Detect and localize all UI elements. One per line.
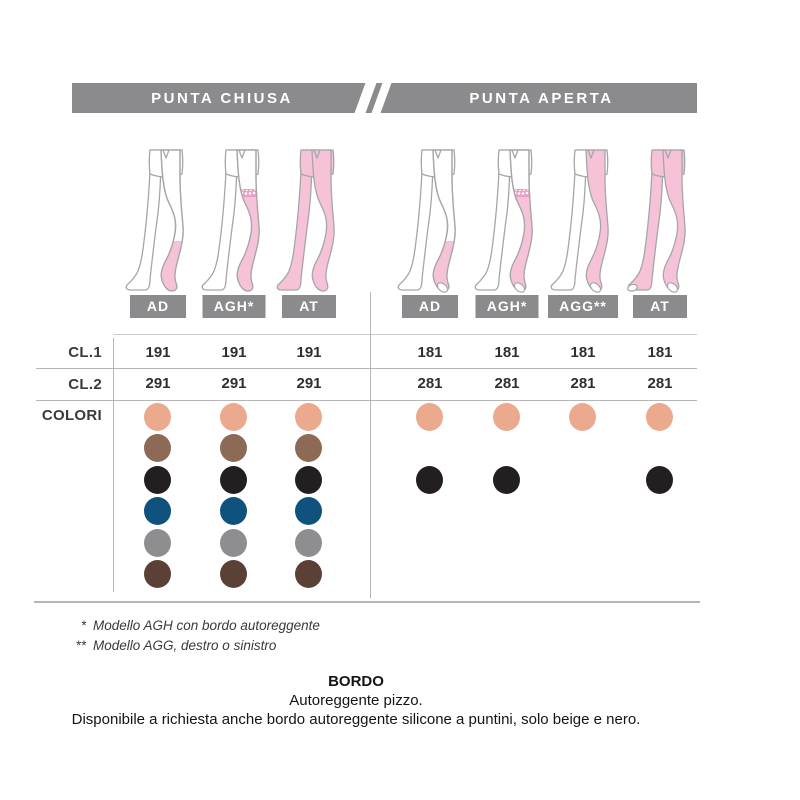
article-code-cl2: 291	[145, 375, 171, 392]
bordo-section	[56, 672, 656, 729]
tab-punta-aperta: PUNTA APERTA	[469, 89, 614, 107]
column-ad-chiusa	[122, 145, 194, 595]
leg-illustration-agh	[198, 145, 270, 293]
footnote-marker: **	[75, 638, 86, 653]
column-at-aperta	[624, 145, 696, 595]
color-dot-black	[295, 466, 322, 494]
article-code-cl2: 281	[494, 375, 520, 392]
color-dot-navy	[295, 497, 322, 525]
footnote-text: Modello AGG, destro o sinistro	[93, 638, 277, 653]
article-code-cl1: 181	[417, 344, 443, 361]
leg-illustration-ad	[394, 145, 466, 293]
table-rule-top	[113, 334, 697, 335]
color-dot-black	[416, 466, 443, 494]
bordo-line1: Autoreggente pizzo.	[289, 692, 423, 709]
model-label-box: AGG**	[548, 295, 618, 318]
model-label-box: AT	[633, 295, 687, 318]
footnote-marker: *	[80, 618, 86, 633]
model-label-box: AD	[402, 295, 458, 318]
table-rule-cl2-colori	[36, 400, 697, 401]
article-code-cl2: 281	[570, 375, 596, 392]
row-label-colori: COLORI	[41, 407, 102, 424]
article-code-cl1: 181	[494, 344, 520, 361]
color-dot-black	[220, 466, 247, 494]
column-agh-aperta	[471, 145, 543, 595]
footnotes	[58, 616, 320, 656]
article-code-cl2: 281	[417, 375, 443, 392]
color-dot-navy	[144, 497, 171, 525]
footnote-agg	[58, 636, 320, 656]
color-dot-gray	[220, 529, 247, 557]
model-label-box: AGH*	[476, 295, 539, 318]
column-agh-chiusa	[198, 145, 270, 595]
article-code-cl2: 291	[221, 375, 247, 392]
article-code-cl1: 181	[647, 344, 673, 361]
color-dot-darkbrown	[144, 560, 171, 588]
color-dot-beige	[220, 403, 247, 431]
color-dot-beige	[493, 403, 520, 431]
bordo-line2: Disponibile a richiesta anche bordo autoreggente silicone a puntini, solo beige e nero.	[71, 711, 641, 728]
leg-illustration-at	[624, 145, 696, 293]
footnote-agh	[58, 616, 320, 636]
color-dot-black	[493, 466, 520, 494]
color-dot-brown	[220, 434, 247, 462]
leg-illustration-agh	[471, 145, 543, 293]
table-rule-group-divider	[370, 292, 371, 598]
column-at-chiusa	[273, 145, 345, 595]
model-label-box: AD	[130, 295, 186, 318]
color-dot-gray	[144, 529, 171, 557]
article-code-cl1: 191	[296, 344, 322, 361]
row-label-cl2: CL.2	[68, 376, 102, 393]
color-dot-black	[144, 466, 171, 494]
color-dot-darkbrown	[295, 560, 322, 588]
color-dot-gray	[295, 529, 322, 557]
row-label-cl1: CL.1	[68, 344, 102, 361]
article-code-cl1: 191	[145, 344, 171, 361]
color-dot-black	[646, 466, 673, 494]
color-dot-brown	[144, 434, 171, 462]
column-ad-aperta	[394, 145, 466, 595]
tab-punta-chiusa: PUNTA CHIUSA	[151, 89, 293, 107]
column-agg-aperta	[547, 145, 619, 595]
table-rule-cl1-cl2	[36, 368, 697, 369]
model-label-box: AGH*	[203, 295, 266, 318]
color-dot-darkbrown	[220, 560, 247, 588]
leg-illustration-at	[273, 145, 345, 293]
color-dot-beige	[295, 403, 322, 431]
article-code-cl1: 191	[221, 344, 247, 361]
footnote-text: Modello AGH con bordo autoreggente	[93, 618, 320, 633]
leg-illustration-ad	[122, 145, 194, 293]
color-dot-beige	[416, 403, 443, 431]
article-code-cl1: 181	[570, 344, 596, 361]
color-dot-beige	[144, 403, 171, 431]
article-code-cl2: 291	[296, 375, 322, 392]
color-dot-navy	[220, 497, 247, 525]
color-dot-beige	[646, 403, 673, 431]
model-label-box: AT	[282, 295, 336, 318]
color-dot-brown	[295, 434, 322, 462]
table-rule-bottom	[34, 601, 700, 603]
color-dot-beige	[569, 403, 596, 431]
leg-illustration-agg	[547, 145, 619, 293]
article-code-cl2: 281	[647, 375, 673, 392]
table-rule-labels	[113, 338, 114, 592]
bordo-title: BORDO	[328, 673, 384, 690]
